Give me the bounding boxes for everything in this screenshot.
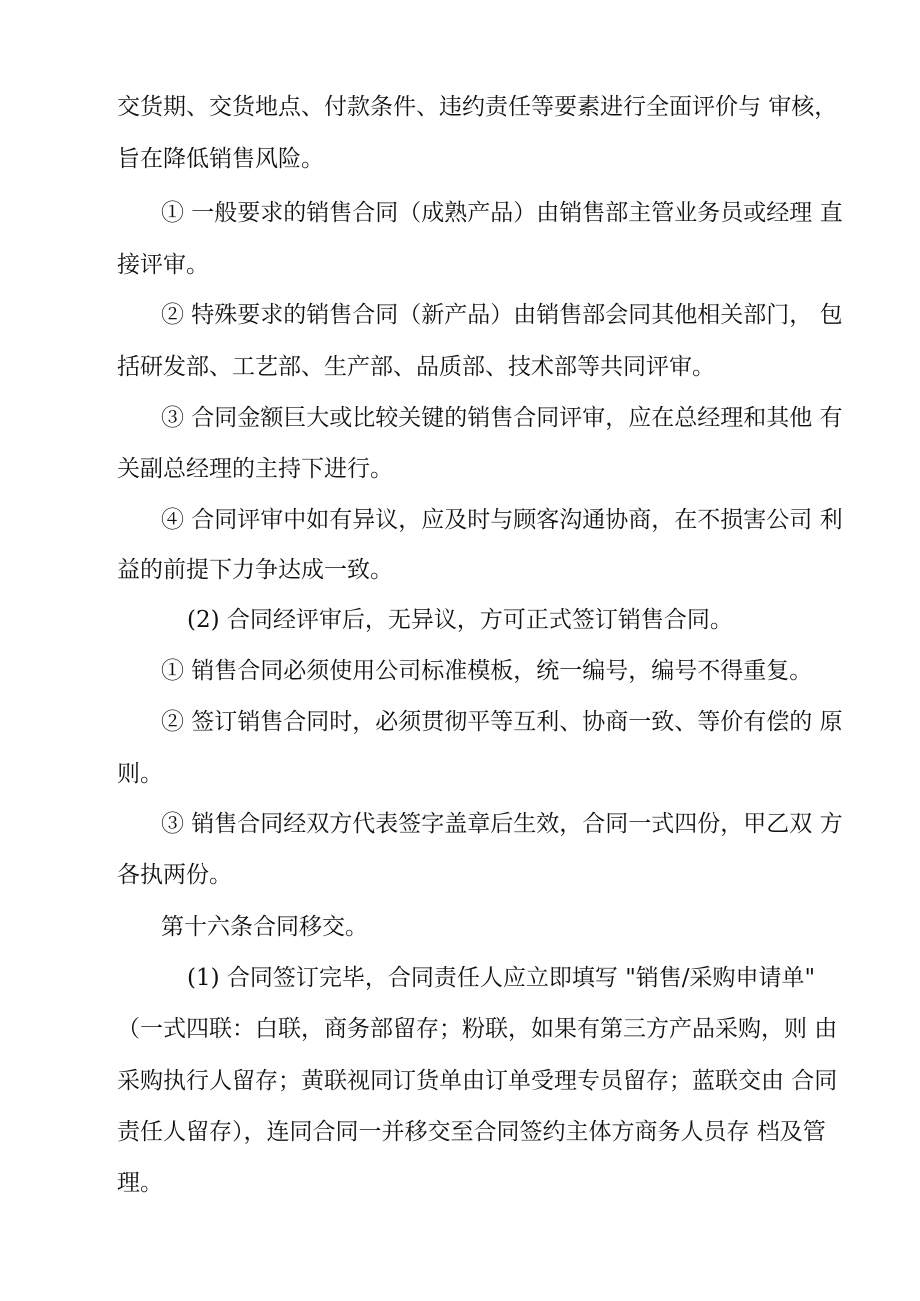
text-line: ② 特殊要求的销售合同（新产品）由销售部会同其他相关部门， 包 — [161, 302, 843, 328]
text-line: ① 销售合同必须使用公司标准模板，统一编号，编号不得重复。 — [161, 658, 813, 684]
text-line: 关副总经理的主持下进行。 — [117, 456, 393, 482]
text-line: ② 签订销售合同时，必须贯彻平等互利、协商一致、等价有偿的 原 — [161, 709, 843, 735]
text-line: 责任人留存），连同合同一并移交至合同签约主体方商务人员存 档及管 — [117, 1119, 826, 1145]
text-line: ④ 合同评审中如有异议，应及时与顾客沟通协商，在不损害公司 利 — [161, 507, 843, 533]
text-line: ③ 销售合同经双方代表签字盖章后生效，合同一式四份，甲乙双 方 — [161, 811, 843, 837]
text-line: 采购执行人留存；黄联视同订货单由订单受理专员留存；蓝联交由 合同 — [117, 1068, 838, 1094]
text-line: ③ 合同金额巨大或比较关键的销售合同评审，应在总经理和其他 有 — [161, 405, 843, 431]
text-line: （一式四联：白联，商务部留存；粉联，如果有第三方产品采购，则 由 — [117, 1016, 838, 1042]
text-line: ① 一般要求的销售合同（成熟产品）由销售部主管业务员或经理 直 — [161, 200, 843, 226]
text-line: 则。 — [117, 761, 163, 787]
text-line: 括研发部、工艺部、生产部、品质部、技术部等共同评审。 — [117, 354, 715, 380]
text-line: (2) 合同经评审后，无异议，方可正式签订销售合同。 — [187, 607, 733, 633]
text-line: 理。 — [117, 1170, 163, 1196]
text-line: (1) 合同签订完毕，合同责任人应立即填写 "销售/采购申请单" — [187, 965, 816, 991]
text-line: 接评审。 — [117, 252, 209, 278]
text-line: 交货期、交货地点、付款条件、违约责任等要素进行全面评价与 审核， — [117, 94, 838, 120]
text-line: 各执两份。 — [117, 862, 232, 888]
text-line: 益的前提下力争达成一致。 — [117, 557, 393, 583]
section-heading: 第十六条合同移交。 — [161, 914, 368, 940]
text-line: 旨在降低销售风险。 — [117, 146, 324, 172]
